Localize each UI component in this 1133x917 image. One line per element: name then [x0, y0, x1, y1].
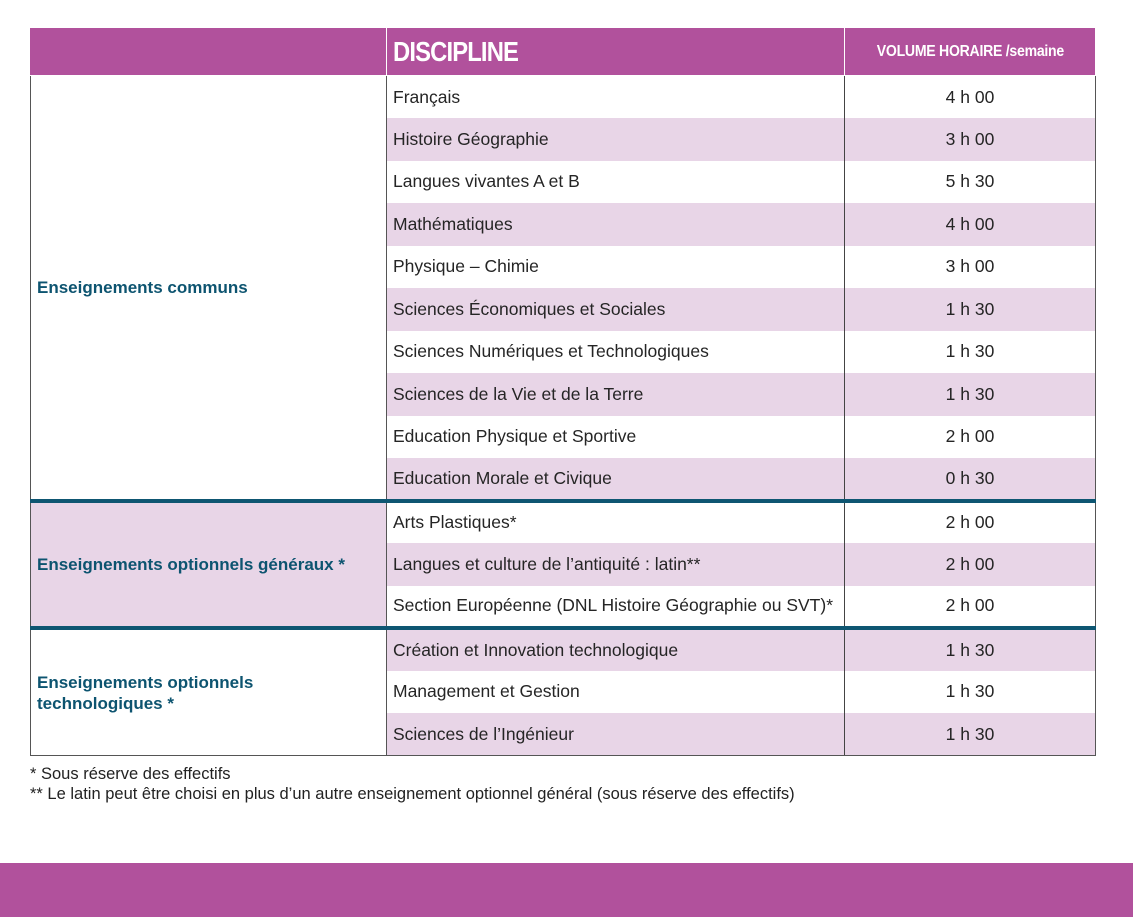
volume-cell: 4 h 00 [845, 76, 1096, 119]
discipline-cell: Section Européenne (DNL Histoire Géographie ou SVT)* [387, 586, 845, 629]
discipline-cell: Arts Plastiques* [387, 501, 845, 544]
footnote: * Sous réserve des effectifs [30, 765, 231, 783]
volume-cell: 1 h 30 [845, 373, 1096, 416]
volume-cell: 1 h 30 [845, 331, 1096, 374]
volume-cell: 2 h 00 [845, 501, 1096, 544]
discipline-cell: Français [387, 76, 845, 119]
header-blank-cell [31, 28, 387, 76]
discipline-cell: Création et Innovation technologique [387, 628, 845, 671]
footer-band [0, 863, 1133, 917]
volume-cell: 1 h 30 [845, 671, 1096, 714]
footnote: ** Le latin peut être choisi en plus d’un autre enseignement optionnel général (sous réserve des effectifs) [30, 785, 795, 803]
volume-cell: 1 h 30 [845, 713, 1096, 756]
discipline-cell: Sciences de la Vie et de la Terre [387, 373, 845, 416]
volume-cell: 1 h 30 [845, 288, 1096, 331]
table-row [31, 628, 1096, 671]
discipline-cell: Langues et culture de l’antiquité : latin** [387, 543, 845, 586]
volume-cell: 2 h 00 [845, 543, 1096, 586]
volume-cell: 2 h 00 [845, 416, 1096, 459]
volume-cell: 4 h 00 [845, 203, 1096, 246]
discipline-cell: Management et Gestion [387, 671, 845, 714]
group-label-line: Enseignements optionnels [37, 672, 254, 692]
volume-cell: 5 h 30 [845, 161, 1096, 204]
table-header [31, 28, 1096, 76]
table-row [31, 76, 1096, 119]
discipline-cell: Langues vivantes A et B [387, 161, 845, 204]
header-volume: VOLUME HORAIRE /semaine [845, 28, 1096, 76]
discipline-cell: Sciences Économiques et Sociales [387, 288, 845, 331]
discipline-cell: Sciences Numériques et Technologiques [387, 331, 845, 374]
timetable [30, 27, 1096, 756]
group-label-optionnels-generaux: Enseignements optionnels généraux * [31, 501, 387, 629]
discipline-cell: Education Physique et Sportive [387, 416, 845, 459]
table-row [31, 501, 1096, 544]
group-label-optionnels-technologiques [31, 628, 387, 756]
volume-cell: 3 h 00 [845, 118, 1096, 161]
discipline-cell: Histoire Géographie [387, 118, 845, 161]
discipline-cell: Physique – Chimie [387, 246, 845, 289]
discipline-cell: Mathématiques [387, 203, 845, 246]
discipline-cell: Sciences de l’Ingénieur [387, 713, 845, 756]
volume-cell: 0 h 30 [845, 458, 1096, 501]
volume-cell: 3 h 00 [845, 246, 1096, 289]
discipline-cell: Education Morale et Civique [387, 458, 845, 501]
footnotes [30, 764, 795, 804]
header-discipline: DISCIPLINE [387, 28, 845, 76]
group-label-line: technologiques * [37, 693, 174, 713]
group-label-communs: Enseignements communs [31, 76, 387, 501]
volume-cell: 1 h 30 [845, 628, 1096, 671]
volume-cell: 2 h 00 [845, 586, 1096, 629]
